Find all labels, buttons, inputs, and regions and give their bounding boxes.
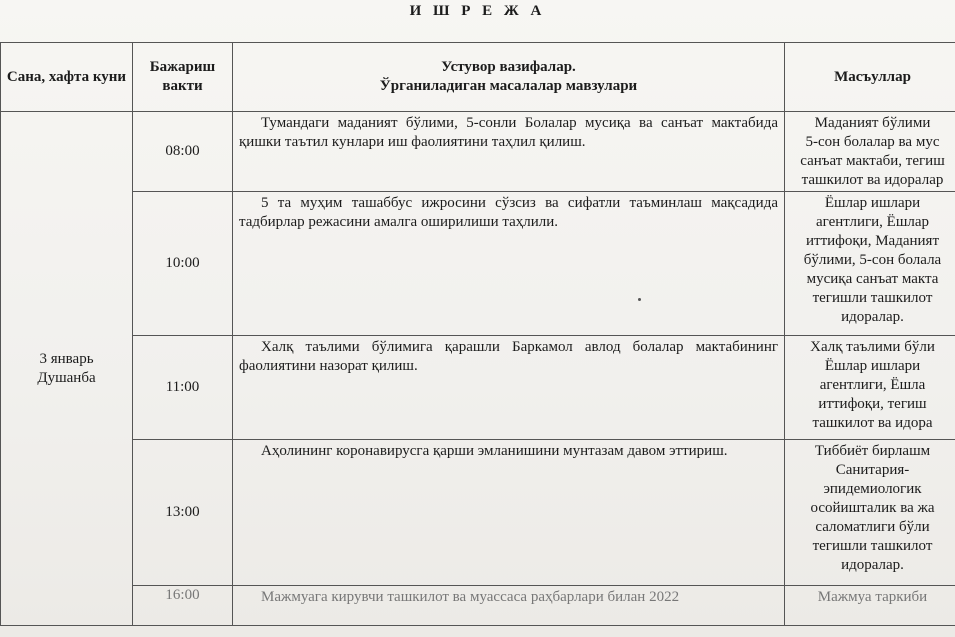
responsible-cell <box>785 586 955 626</box>
task-cell: Халқ таълими бўлимига қарашли Баркамол авлод болалар мактабининг фаолиятини назорат қилиш. <box>233 336 785 440</box>
table-header-row <box>1 43 955 112</box>
responsible-line: ташкилот ва идора <box>812 415 933 431</box>
task-cell: Мажмуага кирувчи ташкилот ва муассаса раҳбарлари билан 2022 <box>233 586 785 626</box>
table-row <box>1 336 955 440</box>
responsible-line: саломатлиги бўли <box>815 519 930 535</box>
header-task-line1: Устувор вазифалар. <box>441 59 576 75</box>
speck-mark <box>638 298 641 301</box>
header-task-line2: Ўрганиладиган масалалар мавзулари <box>379 78 638 94</box>
date-cell <box>1 112 133 626</box>
responsible-line: иттифоқи, тегиш <box>818 396 927 412</box>
table-row <box>1 112 955 192</box>
responsible-line: осойишталик ва жа <box>810 500 935 516</box>
table-row <box>1 192 955 336</box>
responsible-line: тегишли ташкилот <box>812 290 933 306</box>
responsible-line: Халқ таълими бўли <box>810 339 935 355</box>
responsible-cell <box>785 336 955 440</box>
responsible-cell <box>785 112 955 192</box>
table-row <box>1 440 955 586</box>
responsible-line: агентлиги, Ёшлар <box>815 214 930 230</box>
time-cell: 10:00 <box>133 192 233 336</box>
header-responsible: Масъуллар <box>785 43 955 112</box>
header-date: Сана, хафта куни <box>1 43 133 112</box>
task-cell: Аҳолининг коронавирусга қарши эмланишини мунтазам давом эттириш. <box>233 440 785 586</box>
time-cell: 08:00 <box>133 112 233 192</box>
header-time: Бажариш вакти <box>133 43 233 112</box>
responsible-line: Ёшлар ишлари <box>824 358 921 374</box>
responsible-line: идоралар. <box>841 557 904 573</box>
responsible-line: бўлими, 5-сон болала <box>803 252 942 268</box>
responsible-line: санъат мактаби, тегиш <box>800 153 945 169</box>
responsible-line: идоралар. <box>841 309 904 325</box>
time-cell: 11:00 <box>133 336 233 440</box>
responsible-line: тегишли ташкилот <box>812 538 933 554</box>
responsible-line: иттифоқи, Маданият <box>806 233 939 249</box>
responsible-line: Мажмуа таркиби <box>817 589 928 605</box>
responsible-line: ташкилот ва идоралар <box>801 172 944 188</box>
date-line2: Душанба <box>37 369 96 386</box>
work-plan-table <box>0 42 955 626</box>
responsible-line: Тиббиёт бирлашм <box>814 443 931 459</box>
task-cell: Тумандаги маданият бўлими, 5-сонли Болалар мусиқа ва санъат мактабида қишки таътил кунлари иш фаолиятини таҳлил қилиш. <box>233 112 785 192</box>
table-row <box>1 586 955 626</box>
time-cell: 16:00 <box>133 586 233 626</box>
responsible-line: мусиқа санъат макта <box>806 271 939 287</box>
responsible-cell <box>785 192 955 336</box>
responsible-cell <box>785 440 955 586</box>
header-task <box>233 43 785 112</box>
responsible-line: Ёшлар ишлари <box>824 195 921 211</box>
task-cell: 5 та муҳим ташаббус ижросини сўзсиз ва сифатли таъминлаш мақсадида тадбирлар режасини амалга оширилиши таҳлили. <box>233 192 785 336</box>
responsible-line: эпидемиологик <box>823 481 922 497</box>
responsible-line: Санитария- <box>835 462 910 478</box>
date-line1: 3 январь <box>39 350 94 367</box>
responsible-line: 5-сон болалар ва мус <box>805 134 940 150</box>
document-title: И Ш Р Е Ж А <box>409 3 546 19</box>
responsible-line: агентлиги, Ёшла <box>819 377 926 393</box>
time-cell: 13:00 <box>133 440 233 586</box>
responsible-line: Маданият бўлими <box>814 115 931 131</box>
